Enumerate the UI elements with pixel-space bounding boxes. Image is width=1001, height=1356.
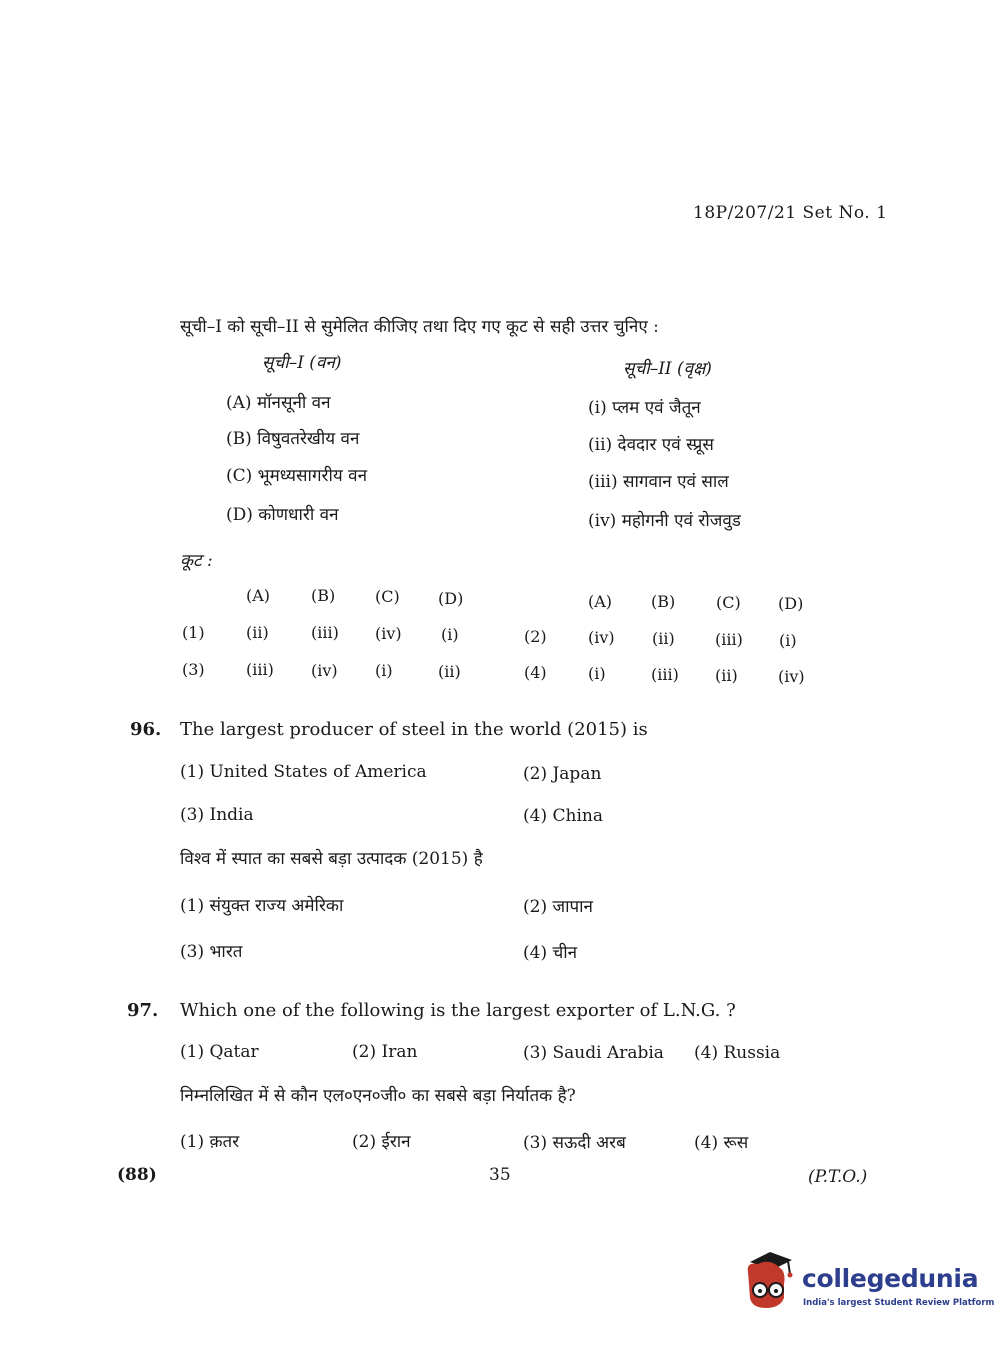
option-hi: (2) जापान bbox=[523, 897, 593, 917]
question-text-en: Which one of the following is the largest exporter of L.N.G. ? bbox=[180, 1000, 736, 1021]
question-text-hi: निम्नलिखित में से कौन एल०एन०जी० का सबसे बड़ा निर्यातक है? bbox=[180, 1086, 576, 1106]
q95-instruction: सूची–I को सूची–II से सुमेलित कीजिए तथा दिए गए कूट से सही उत्तर चुनिए : bbox=[180, 317, 659, 337]
option-en: (3) India bbox=[180, 805, 254, 825]
code-cell: (ii) bbox=[652, 629, 675, 648]
list2-item: (ii) देवदार एवं स्प्रूस bbox=[588, 435, 714, 455]
page-number: 35 bbox=[489, 1165, 511, 1185]
code-cell: (ii) bbox=[438, 662, 461, 681]
option-en: (2) Japan bbox=[523, 764, 602, 784]
option-en: (1) United States of America bbox=[180, 762, 427, 782]
list1-title: सूची–I (वन) bbox=[262, 353, 342, 373]
option-hi: (3) भारत bbox=[180, 942, 243, 962]
code-header: (D) bbox=[438, 589, 464, 608]
code-option-number: (2) bbox=[524, 627, 547, 646]
code-cell: (iv) bbox=[778, 667, 805, 686]
paper-code: (88) bbox=[117, 1165, 157, 1185]
question-number: 97. bbox=[127, 1000, 159, 1021]
code-cell: (iv) bbox=[375, 624, 402, 643]
code-header: (A) bbox=[588, 592, 613, 611]
option-hi: (4) चीन bbox=[523, 943, 578, 963]
option-en: (1) Qatar bbox=[180, 1042, 259, 1062]
code-option-number: (3) bbox=[182, 660, 205, 679]
set-code: 18P/207/21 Set No. 1 bbox=[693, 203, 888, 223]
list1-item: (A) मॉनसूनी वन bbox=[226, 393, 331, 413]
list2-item: (iv) महोगनी एवं रोजवुड bbox=[588, 511, 741, 531]
list2-item: (i) प्लम एवं जैतून bbox=[588, 398, 701, 418]
question-text-en: The largest producer of steel in the world (2015) is bbox=[180, 719, 648, 740]
option-en: (4) Russia bbox=[694, 1043, 781, 1063]
code-cell: (iii) bbox=[311, 623, 339, 642]
brand-name: collegedunia bbox=[802, 1264, 979, 1293]
question-text-hi: विश्व में स्पात का सबसे बड़ा उत्पादक (2015) है bbox=[180, 849, 483, 869]
code-header: (B) bbox=[311, 586, 336, 605]
option-hi: (4) रूस bbox=[694, 1133, 749, 1153]
option-en: (4) China bbox=[523, 806, 603, 826]
code-cell: (iv) bbox=[311, 661, 338, 680]
list1-item: (B) विषुवतरेखीय वन bbox=[226, 429, 360, 449]
code-cell: (i) bbox=[588, 664, 606, 683]
code-label: कूट : bbox=[180, 551, 213, 571]
code-option-number: (4) bbox=[524, 663, 547, 682]
code-cell: (i) bbox=[375, 661, 393, 680]
mascot-icon bbox=[740, 1248, 798, 1310]
code-cell: (iii) bbox=[651, 665, 679, 684]
list1-item: (C) भूमध्यसागरीय वन bbox=[226, 466, 368, 486]
code-header: (A) bbox=[246, 586, 271, 605]
option-hi: (1) संयुक्त राज्य अमेरिका bbox=[180, 896, 344, 916]
code-cell: (i) bbox=[779, 631, 797, 650]
code-cell: (ii) bbox=[715, 666, 738, 685]
code-option-number: (1) bbox=[182, 623, 205, 642]
list1-item: (D) कोणधारी वन bbox=[226, 505, 339, 525]
code-header: (C) bbox=[716, 593, 741, 612]
option-en: (2) Iran bbox=[352, 1042, 418, 1062]
code-cell: (iv) bbox=[588, 628, 615, 647]
code-cell: (iii) bbox=[246, 660, 274, 679]
pto-label: (P.T.O.) bbox=[808, 1167, 868, 1187]
option-en: (3) Saudi Arabia bbox=[523, 1043, 664, 1063]
list2-item: (iii) सागवान एवं साल bbox=[588, 472, 729, 492]
option-hi: (3) सऊदी अरब bbox=[523, 1133, 626, 1153]
option-hi: (1) क़तर bbox=[180, 1132, 240, 1152]
list2-title: सूची–II (वृक्ष) bbox=[623, 359, 712, 379]
code-cell: (iii) bbox=[715, 630, 743, 649]
option-hi: (2) ईरान bbox=[352, 1132, 411, 1152]
collegedunia-logo bbox=[740, 1248, 995, 1318]
code-header: (B) bbox=[651, 592, 676, 611]
code-header: (D) bbox=[778, 594, 804, 613]
code-cell: (i) bbox=[441, 625, 459, 644]
question-number: 96. bbox=[130, 719, 162, 740]
brand-tagline: India's largest Student Review Platform bbox=[803, 1298, 995, 1308]
code-cell: (ii) bbox=[246, 623, 269, 642]
code-header: (C) bbox=[375, 587, 400, 606]
